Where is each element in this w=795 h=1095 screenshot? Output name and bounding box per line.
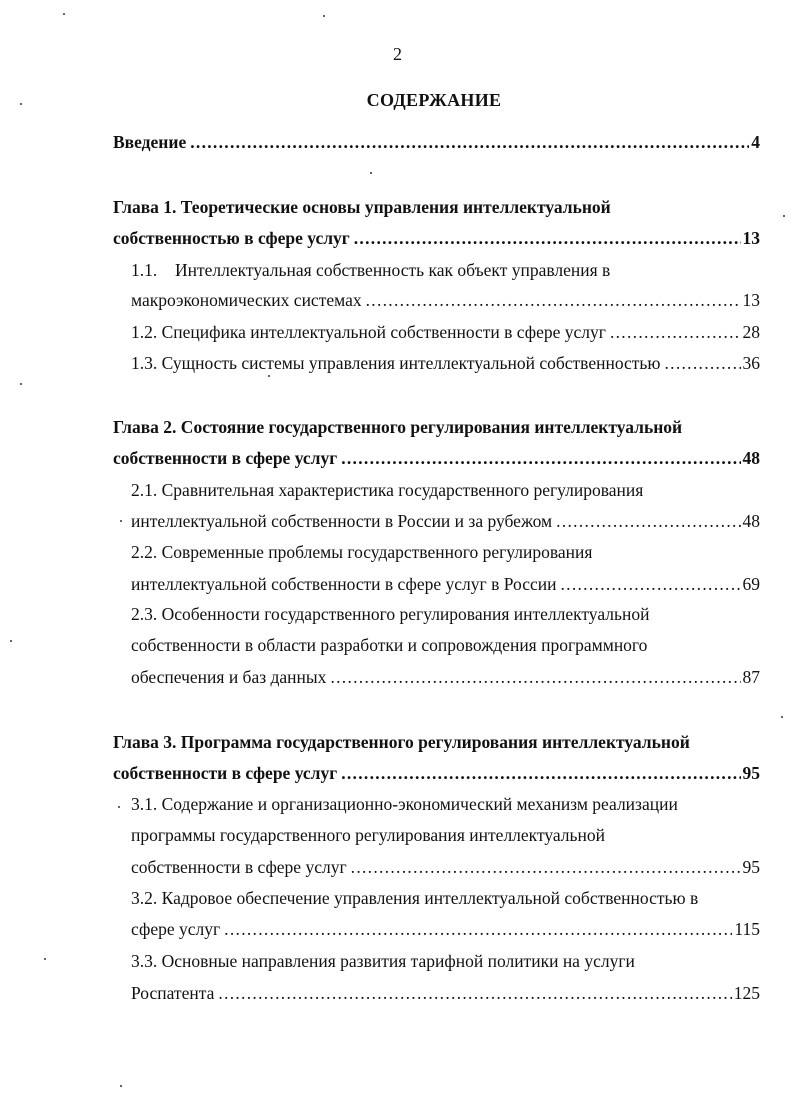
section-2-3-end[interactable]	[131, 666, 760, 688]
section-2-1[interactable]: 2.1. Сравнительная характеристика государственного регулирования	[131, 480, 644, 500]
toc-page-number: 115	[734, 919, 760, 939]
scan-speck	[44, 958, 46, 960]
scan-speck	[20, 103, 22, 105]
chapter-1-heading[interactable]: Глава 1. Теоретические основы управления интеллектуальной	[113, 197, 611, 217]
dot-leader	[556, 510, 740, 532]
chapter-2-heading[interactable]: Глава 2. Состояние государственного регулирования интеллектуальной	[113, 417, 683, 437]
dot-leader	[351, 856, 741, 878]
toc-entry-text: собственности в сфере услуг	[113, 448, 338, 468]
scan-speck	[323, 15, 325, 17]
chapter-3-heading[interactable]: Глава 3. Программа государственного регулирования интеллектуальной	[113, 732, 690, 752]
scan-speck	[120, 520, 122, 522]
toc-entry-text: собственности в сфере услуг	[131, 857, 347, 877]
dot-leader	[366, 289, 741, 311]
section-1-2[interactable]	[131, 321, 760, 343]
section-number: 1.1.	[131, 260, 158, 280]
scan-speck	[63, 13, 65, 15]
section-3-3-end[interactable]	[131, 982, 760, 1004]
toc-page-number: 69	[742, 574, 760, 594]
section-1-3[interactable]	[131, 352, 760, 374]
toc-page-number: 4	[751, 132, 760, 152]
toc-entry-text: 1.2. Специфика интеллектуальной собственности в сфере услуг	[131, 322, 606, 342]
toc-title: СОДЕРЖАНИЕ	[366, 90, 502, 110]
scan-speck	[20, 383, 22, 385]
toc-entry-text: Роспатента	[131, 983, 215, 1003]
dot-leader	[190, 131, 749, 153]
dot-leader	[341, 447, 740, 469]
toc-entry-intro[interactable]	[113, 131, 760, 153]
section-2-2[interactable]: 2.2. Современные проблемы государственного регулирования	[131, 542, 593, 562]
toc-page-number: 125	[733, 983, 760, 1003]
scan-speck	[118, 806, 120, 808]
dot-leader	[330, 666, 740, 688]
scan-speck	[120, 1085, 122, 1087]
scan-speck	[268, 375, 270, 377]
dot-leader	[664, 352, 740, 374]
section-2-2-end[interactable]	[131, 573, 760, 595]
toc-entry-text: 1.3. Сущность системы управления интеллектуальной собственностью	[131, 353, 661, 373]
scan-speck	[783, 215, 785, 217]
toc-page-number: 48	[742, 448, 760, 468]
toc-page-number: 95	[742, 857, 760, 877]
toc-page-number: 36	[742, 353, 760, 373]
toc-entry-text: собственности в сфере услуг	[113, 763, 338, 783]
toc-entry-text: Интеллектуальная собственность как объект управления в	[175, 260, 611, 280]
section-2-1-end[interactable]	[131, 510, 760, 532]
toc-entry-text: интеллектуальной собственности в сфере услуг в России	[131, 574, 557, 594]
dot-leader	[224, 918, 732, 940]
section-2-3[interactable]: 2.3. Особенности государственного регулирования интеллектуальной	[131, 604, 650, 624]
section-3-2-end[interactable]	[131, 918, 760, 940]
scan-speck	[10, 640, 12, 642]
toc-entry-text: собственностью в сфере услуг	[113, 228, 350, 248]
toc-entry-text: макроэкономических системах	[131, 290, 362, 310]
toc-page-number: 87	[742, 667, 760, 687]
toc-page-number: 13	[742, 228, 760, 248]
dot-leader	[218, 982, 731, 1004]
toc-page-number: 13	[742, 290, 760, 310]
section-1-1[interactable]	[131, 259, 610, 281]
section-3-3[interactable]: 3.3. Основные направления развития тарифной политики на услуги	[131, 951, 635, 971]
section-3-1-cont: программы государственного регулирования интеллектуальной	[131, 825, 605, 845]
scan-speck	[781, 716, 783, 718]
chapter-2-heading-end[interactable]	[113, 447, 760, 469]
toc-entry-text: сфере услуг	[131, 919, 221, 939]
toc-page-number: 95	[742, 763, 760, 783]
toc-page-number: 48	[742, 511, 760, 531]
toc-entry-text: обеспечения и баз данных	[131, 667, 327, 687]
dot-leader	[354, 227, 741, 249]
toc-entry-text: интеллектуальной собственности в России и за рубежом	[131, 511, 553, 531]
section-2-3-cont: собственности в области разработки и сопровождения программного	[131, 635, 648, 655]
section-1-1-end[interactable]	[131, 289, 760, 311]
toc-page-number: 28	[742, 322, 760, 342]
chapter-3-heading-end[interactable]	[113, 762, 760, 784]
chapter-1-heading-end[interactable]	[113, 227, 760, 249]
toc-entry-text: Введение	[113, 132, 187, 152]
section-3-1[interactable]: 3.1. Содержание и организационно-экономический механизм реализации	[131, 794, 678, 814]
dot-leader	[610, 321, 741, 343]
scan-speck	[370, 172, 372, 174]
section-3-2[interactable]: 3.2. Кадровое обеспечение управления интеллектуальной собственностью в	[131, 888, 699, 908]
dot-leader	[560, 573, 740, 595]
page-number: 2	[393, 44, 402, 64]
section-3-1-end[interactable]	[131, 856, 760, 878]
dot-leader	[341, 762, 740, 784]
